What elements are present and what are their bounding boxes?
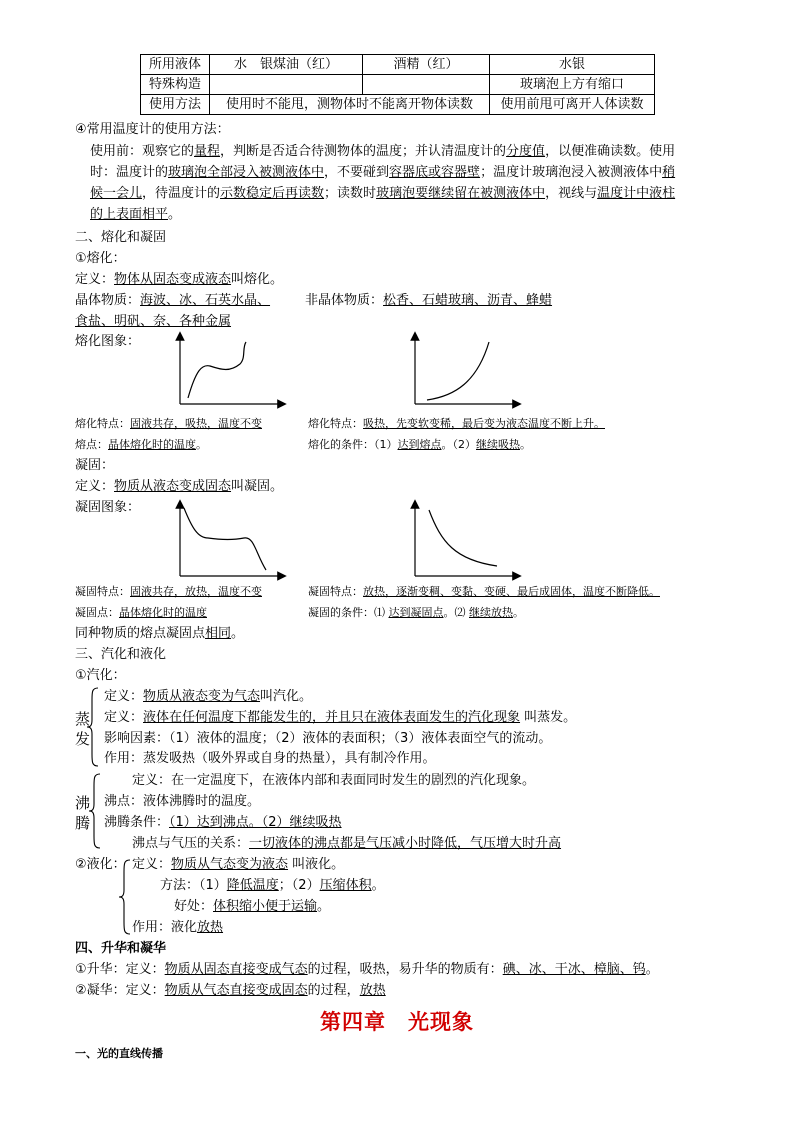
text-line: 凝固点：晶体熔化时的温度 [75,606,207,619]
text-line: 影响因素：（1）液体的温度；（2）液体的表面积；（3）液体表面空气的流动。 [104,731,552,746]
text-line: 作用：蒸发吸热（吸外界或自身的热量），具有制冷作用。 [104,751,436,766]
sub-heading: ①汽化： [75,668,126,683]
text-line: 食盐、明矾、奈、各种金属 [75,314,232,329]
melting-graph-crystal [170,330,290,410]
table-cell: 酒精（红） [363,55,490,75]
evaporation-label: 发 [75,730,91,748]
text-line: 候一会儿，待温度计的示数稳定后再读数；读数时玻璃泡要继续留在被测液体中，视线与温度计中液柱 [90,186,676,201]
text-line: 使用前：观察它的量程，判断是否适合待测物体的温度；并认清温度计的分度值，以便准确读数。使用 [90,144,676,159]
table-cell [363,75,490,95]
text-line: 凝固的条件：⑴ 达到凝固点。⑵ 继续放热。 [308,606,524,619]
table-cell [210,75,363,95]
evaporation-label: 蒸 [75,710,91,728]
table-cell: 玻璃泡上方有缩口 [490,75,655,95]
solidifying-graph-crystal [170,498,290,582]
sub-heading: 凝固： [75,458,115,473]
text-line: 凝固特点：固液共存，放热，温度不变 [75,585,262,598]
sub-heading: ①熔化： [75,251,126,266]
section-heading: 二、熔化和凝固 [75,230,167,245]
text-line: 定义：在一定温度下，在液体内部和表面同时发生的剧烈的汽化现象。 [132,773,536,788]
table-row [141,95,655,115]
text-line: 定义：物质从气态变为液态 叫液化。 [132,857,345,872]
text-line: 熔点：晶体熔化时的温度。 [75,438,207,451]
sub-heading: ②液化： [75,857,126,872]
graph-label: 凝固图象： [75,500,141,515]
boiling-brace [88,772,102,850]
text-line: 的上表面相平。 [90,207,182,222]
melting-graph-noncrystal [405,330,525,410]
text-line: 沸点与气压的关系：一切液体的沸点都是气压减小时降低，气压增大时升高 [132,836,562,851]
boiling-label: 腾 [75,814,91,832]
text-line: 凝固特点：放热，逐渐变稠、变黏、变硬、最后成固体，温度不断降低。 [308,585,660,598]
text-line: 熔化的条件：（1）达到熔点。（2）继续吸热。 [308,438,531,451]
section-heading: 四、升华和凝华 [75,941,167,956]
text-line: 好处：体积缩小便于运输。 [174,899,331,914]
table-row [141,55,655,75]
text-line: 定义：液体在任何温度下都能发生的，并且只在液体表面发生的汽化现象 叫蒸发。 [104,710,577,725]
text-line: 沸点：液体沸腾时的温度。 [104,794,261,809]
text-line: 定义：物质从液态变成固态叫凝固。 [75,479,284,494]
table-row [141,75,655,95]
table-cell: 使用方法 [141,95,210,115]
table-cell: 所用液体 [141,55,210,75]
table-cell: 水 银煤油（红） [210,55,363,75]
solidifying-graph-noncrystal [405,498,525,582]
boiling-label: 沸 [75,794,91,812]
text-line: 熔化特点：固液共存，吸热，温度不变 [75,417,262,430]
heading-thermometer-usage: ④常用温度计的使用方法： [75,122,230,137]
section-heading: 三、汽化和液化 [75,647,167,662]
graph-label: 熔化图象： [75,334,141,349]
text-line: 晶体物质：海波、冰、石英水晶、 [75,293,271,308]
text-line: 熔化特点：吸热，先变软变稀，最后变为液态温度不断上升。 [308,417,605,430]
text-line: ②凝华：定义：物质从气态直接变成固态的过程，放热 [75,983,386,998]
table-cell: 使用时不能甩，测物体时不能离开物体读数 [210,95,490,115]
liquefaction-brace [118,858,132,936]
table-cell: 使用前甩可离开人体读数 [490,95,655,115]
text-line: 定义：物体从固态变成液态叫熔化。 [75,272,284,287]
chapter-title: 第四章 光现象 [320,1009,474,1034]
text-line: 定义：物质从液态变为气态叫汽化。 [104,689,313,704]
text-line: 时：温度计的玻璃泡全部浸入被测液体中，不要碰到容器底或容器壁；温度计玻璃泡浸入被测液体中稍 [90,165,676,180]
text-line: 作用：液化放热 [132,920,224,935]
table-cell: 水银 [490,55,655,75]
thermometer-table [140,54,655,115]
table-cell: 特殊构造 [141,75,210,95]
text-line: 同种物质的熔点凝固点相同。 [75,626,245,641]
text-line: 沸腾条件：（1）达到沸点。（2）继续吸热 [104,815,342,830]
text-line: ①升华：定义：物质从固态直接变成气态的过程，吸热，易升华的物质有：碘、冰、干冰、樟脑、钨。 [75,962,659,977]
text-line: 方法：（1）降低温度；（2）压缩体积。 [160,878,385,893]
text-line: 非晶体物质：松香、石蜡玻璃、沥青、蜂蜡 [305,293,553,308]
section-heading: 一、光的直线传播 [75,1047,163,1060]
